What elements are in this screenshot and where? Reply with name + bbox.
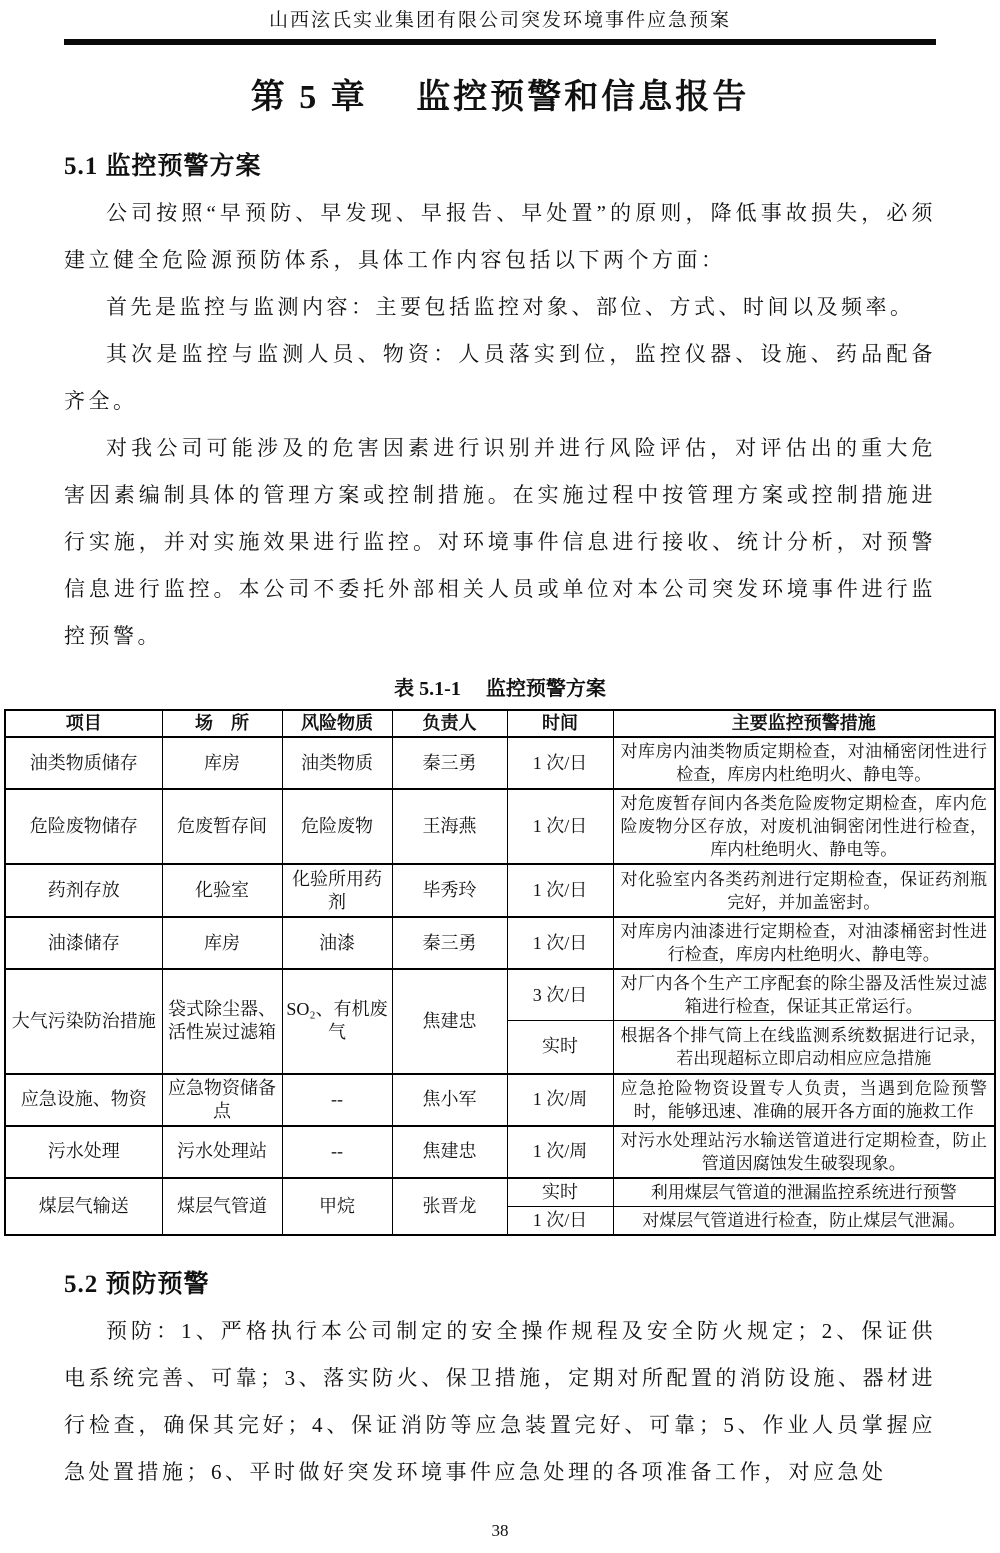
cell-person: 焦小军 [392, 1074, 507, 1126]
paragraph: 对我公司可能涉及的危害因素进行识别并进行风险评估，对评估出的重大危害因素编制具体的管理方案或控制措施。在实施过程中按管理方案或控制措施进行实施，并对实施效果进行监控。对环境事件信息进行接收、统计分析，对预警信息进行监控。本公司不委托外部相关人员或单位对本公司突发环境事件进行监控预警。 [64, 436, 936, 648]
section-5-2-body [64, 1308, 936, 1496]
section-5-1-body [64, 190, 936, 660]
page-number: 38 [491, 1521, 509, 1540]
cell-item: 油漆储存 [5, 917, 162, 969]
table-row [5, 1074, 995, 1126]
table-row [5, 1126, 995, 1178]
table-row [5, 969, 995, 1021]
cell-substance: 甲烷 [282, 1178, 392, 1235]
cell-measure: 对厂内各个生产工序配套的除尘器及活性炭过滤箱进行检查，保证其正常运行。 [613, 969, 995, 1021]
cell-substance: -- [282, 1126, 392, 1178]
cell-substance: 油漆 [282, 917, 392, 969]
cell-person: 王海燕 [392, 789, 507, 864]
paragraph: 预防：1、严格执行本公司制定的安全操作规程及安全防火规定；2、保证供电系统完善、可靠；3、落实防火、保卫措施，定期对所配置的消防设施、器材进行检查，确保其完好；4、保证消防等应急装置完好、可靠；5、作业人员掌握应急处置措施；6、平时做好突发环境事件应急处理的各项准备工作，对应急处 [64, 1318, 936, 1484]
cell-time: 实时 [507, 1021, 613, 1074]
cell-place: 化验室 [162, 864, 282, 917]
cell-measure: 对库房内油漆进行定期检查，对油漆桶密封性进行检查，库房内杜绝明火、静电等。 [613, 917, 995, 969]
paragraph: 公司按照“早预防、早发现、早报告、早处置”的原则，降低事故损失，必须建立健全危险源预防体系，具体工作内容包括以下两个方面： [64, 201, 936, 272]
cell-measure: 对危废暂存间内各类危险废物定期检查，库内危险废物分区存放，对废机油铜密闭性进行检查，库内杜绝明火、静电等。 [613, 789, 995, 864]
cell-substance: 油类物质 [282, 737, 392, 789]
cell-person: 秦三勇 [392, 917, 507, 969]
cell-time: 1 次/日 [507, 917, 613, 969]
table-row [5, 737, 995, 789]
running-header [0, 0, 1000, 32]
cell-time: 1 次/日 [507, 789, 613, 864]
cell-item: 煤层气输送 [5, 1178, 162, 1235]
cell-time: 实时 [507, 1178, 613, 1207]
cell-place: 煤层气管道 [162, 1178, 282, 1235]
cell-item: 大气污染防治措施 [5, 969, 162, 1074]
cell-substance: SO₂、有机废气 [282, 969, 392, 1074]
cell-item: 危险废物储存 [5, 789, 162, 864]
cell-person: 张晋龙 [392, 1178, 507, 1235]
chapter-title: 第 5 章 监控预警和信息报告 [250, 79, 750, 116]
column-header-time: 时间 [507, 710, 613, 737]
cell-measure: 对库房内油类物质定期检查，对油桶密闭性进行检查，库房内杜绝明火、静电等。 [613, 737, 995, 789]
cell-item: 应急设施、物资 [5, 1074, 162, 1126]
cell-item: 污水处理 [5, 1126, 162, 1178]
column-header-item: 项目 [5, 710, 162, 737]
cell-item: 油类物质储存 [5, 737, 162, 789]
cell-item: 药剂存放 [5, 864, 162, 917]
section-5-1-heading: 5.1 监控预警方案 [64, 153, 262, 180]
table-row [5, 1178, 995, 1207]
paragraph: 其次是监控与监测人员、物资：人员落实到位，监控仪器、设施、药品配备齐全。 [64, 342, 936, 413]
cell-substance: 危险废物 [282, 789, 392, 864]
cell-time: 1 次/日 [507, 737, 613, 789]
cell-time: 1 次/日 [507, 1206, 613, 1235]
cell-time: 1 次/周 [507, 1126, 613, 1178]
section-5-2-heading: 5.2 预防预警 [64, 1270, 210, 1298]
cell-person: 毕秀玲 [392, 864, 507, 917]
cell-time: 1 次/周 [507, 1074, 613, 1126]
cell-place: 袋式除尘器、活性炭过滤箱 [162, 969, 282, 1074]
cell-measure: 利用煤层气管道的泄漏监控系统进行预警 [613, 1178, 995, 1207]
column-header-place: 场 所 [162, 710, 282, 737]
cell-place: 应急物资储备点 [162, 1074, 282, 1126]
header-divider [64, 39, 936, 45]
cell-place: 污水处理站 [162, 1126, 282, 1178]
cell-measure: 对污水处理站污水输送管道进行定期检查，防止管道因腐蚀发生破裂现象。 [613, 1126, 995, 1178]
table-header-row [5, 710, 995, 737]
column-header-person: 负责人 [392, 710, 507, 737]
cell-time: 1 次/日 [507, 864, 613, 917]
table-row [5, 917, 995, 969]
cell-person: 秦三勇 [392, 737, 507, 789]
cell-measure: 应急抢险物资设置专人负责，当遇到危险预警时，能够迅速、准确的展开各方面的施救工作 [613, 1074, 995, 1126]
cell-place: 库房 [162, 917, 282, 969]
column-header-measures: 主要监控预警措施 [613, 710, 995, 737]
paragraph: 首先是监控与监测内容：主要包括监控对象、部位、方式、时间以及频率。 [106, 295, 915, 319]
table-caption: 表 5.1-1 监控预警方案 [394, 678, 606, 700]
column-header-substance: 风险物质 [282, 710, 392, 737]
cell-person: 焦建忠 [392, 969, 507, 1074]
cell-person: 焦建忠 [392, 1126, 507, 1178]
monitoring-table [4, 709, 996, 1236]
cell-place: 危废暂存间 [162, 789, 282, 864]
cell-substance: -- [282, 1074, 392, 1126]
table-row [5, 789, 995, 864]
cell-measure: 对化验室内各类药剂进行定期检查，保证药剂瓶完好，并加盖密封。 [613, 864, 995, 917]
cell-measure: 根据各个排气筒上在线监测系统数据进行记录，若出现超标立即启动相应应急措施 [613, 1021, 995, 1074]
table-row [5, 864, 995, 917]
cell-substance: 化验所用药剂 [282, 864, 392, 917]
running-header-title: 山西泫氏实业集团有限公司突发环境事件应急预案 [268, 10, 731, 31]
cell-measure: 对煤层气管道进行检查，防止煤层气泄漏。 [613, 1206, 995, 1235]
cell-time: 3 次/日 [507, 969, 613, 1021]
cell-place: 库房 [162, 737, 282, 789]
